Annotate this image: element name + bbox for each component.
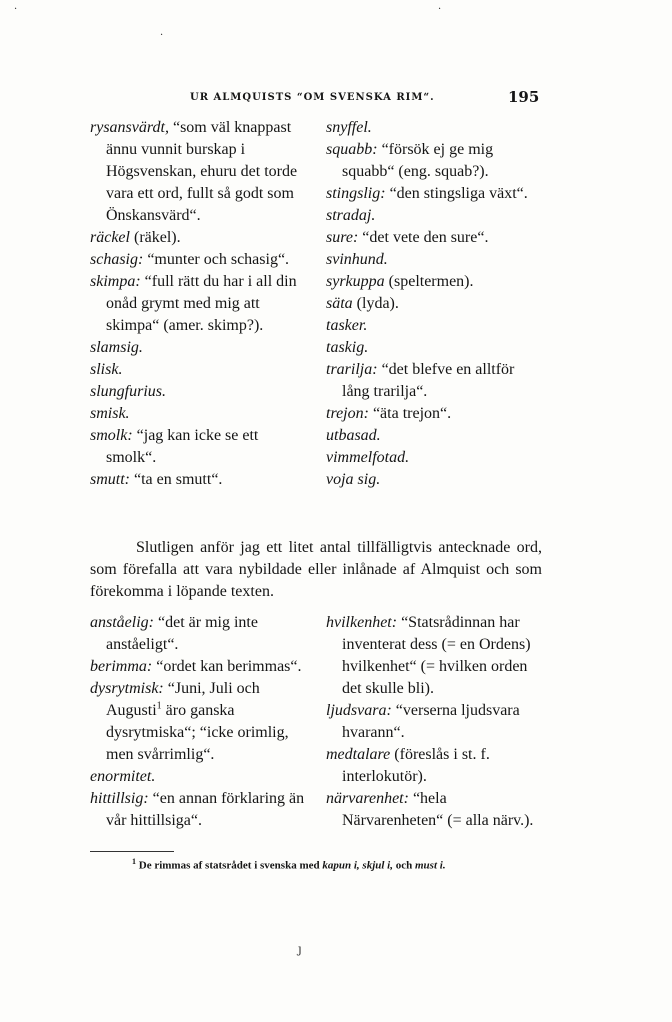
print-speck: · [438, 4, 442, 15]
footnote-mark: 1 [156, 700, 162, 712]
print-speck: · [14, 4, 18, 15]
word-entry: voja sig. [326, 471, 381, 488]
word-entry: slungfurius. [90, 383, 167, 400]
word-entry: hittillsig: “en annan förklaring än vår hittillsiga“. [90, 790, 305, 829]
word-entry: utbasad. [326, 427, 381, 444]
word-entry: svinhund. [326, 251, 388, 268]
print-speck: · [160, 30, 164, 41]
word-entry: räckel (räkel). [90, 229, 181, 246]
word-entry: squabb: “försök ej ge mig squabb“ (eng. squab?). [326, 141, 494, 180]
word-entry: skimpa: “full rätt du har i all din onåd grymt med mig att skimpa“ (amer. skimp?). [90, 273, 297, 334]
word-entry: rysansvärdt, “som väl knappast ännu vunnit burskap i Högsvenskan, ehuru det torde vara ett ord, fullt så godt som Önskansvärd“. [90, 119, 298, 224]
word-entry: taskig. [326, 339, 369, 356]
word-entry: smisk. [90, 405, 130, 422]
page-number: 195 [508, 88, 540, 106]
body-paragraph: Slutligen anför jag ett litet antal tillfälligtvis antecknade ord, som förefalla att vara nybildade eller inlånade af Almquist och som förekomma i löpande texten. [90, 539, 542, 600]
page-header [0, 88, 672, 110]
word-list-bottom [90, 612, 542, 832]
footnote: $^1$ De rimmas af statsrådet i svenska med kapun i, skjul i, och must i. [132, 857, 446, 872]
word-entry: trarilja: “det blefve en alltför lång trarilja“. [326, 361, 515, 400]
word-entry: syrkuppa (speltermen). [326, 273, 474, 290]
word-list-top [90, 117, 542, 491]
word-entry: slamsig. [90, 339, 143, 356]
word-entry: smutt: “ta en smutt“. [90, 471, 223, 488]
word-entry: medtalare (föreslås i st. f. interlokutör). [326, 746, 490, 785]
word-column-left [90, 117, 306, 491]
word-entry: trejon: “äta trejon“. [326, 405, 452, 422]
word-entry: ljudsvara: “verserna ljudsvara hvarann“. [326, 702, 520, 741]
word-entry: berimma: “ordet kan berimmas“. [90, 658, 302, 675]
word-entry: säta (lyda). [326, 295, 399, 312]
running-title: UR ALMQUISTS “OM SVENSKA RIM“. [190, 92, 435, 103]
word-column-right [326, 117, 542, 491]
word-entry: smolk: “jag kan icke se ett smolk“. [90, 427, 259, 466]
word-entry: hvilkenhet: “Statsrådinnan har inventerat dess (= en Ordens) hvilkenhet“ (= hvilken orden det skulle bli). [326, 614, 531, 697]
word-entry: sure: “det vete den sure“. [326, 229, 489, 246]
word-column-right [326, 612, 542, 832]
word-entry: stradaj. [326, 207, 376, 224]
word-entry: dysrytmisk: “Juni, Juli och Augusti$^1$ äro ganska dysrytmiska“; “icke orimlig, men svårrimlig“. [90, 680, 289, 763]
word-entry: snyffel. [326, 119, 372, 136]
word-column-left [90, 612, 306, 832]
word-entry: stingslig: “den stingsliga växt“. [326, 185, 528, 202]
word-entry: vimmelfotad. [326, 449, 410, 466]
footnote-rule [90, 851, 174, 852]
word-entry: anståelig: “det är mig inte anståeligt“. [90, 614, 258, 653]
word-entry: tasker. [326, 317, 368, 334]
print-speck: ȷ [298, 942, 302, 956]
word-entry: enormitet. [90, 768, 156, 785]
word-entry: närvarenhet: “hela Närvarenheten“ (= alla närv.). [326, 790, 534, 829]
word-entry: schasig: “munter och schasig“. [90, 251, 290, 268]
word-entry: slisk. [90, 361, 123, 378]
